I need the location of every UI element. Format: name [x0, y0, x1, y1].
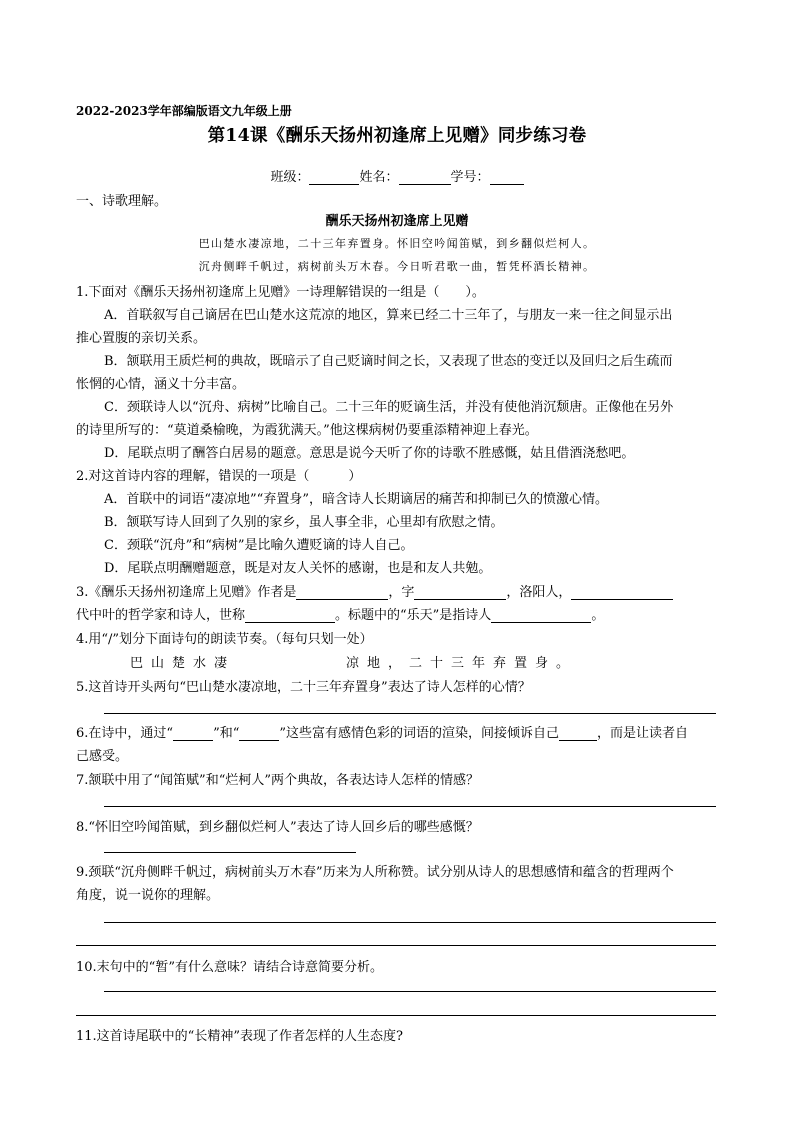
q2-option-c: C．颈联“沉舟”和“病树”是比喻久遭贬谪的诗人自己。	[104, 538, 414, 553]
question-8: 8.“怀旧空吟闻笛赋，到乡翻似烂柯人”表达了诗人回乡后的哪些感慨？	[76, 820, 479, 835]
q7-answer-line[interactable]	[104, 806, 716, 807]
q6-text-a: 6.在诗中，通过“	[76, 726, 174, 741]
question-11: 11.这首诗尾联中的“长精神”表现了作者怎样的人生态度?	[76, 1029, 403, 1044]
name-label: 姓名：	[359, 170, 399, 185]
class-label: 班级：	[270, 170, 310, 185]
q3-courtesy-name-blank[interactable]	[414, 585, 506, 600]
q2-option-b: B．颔联写诗人回到了久别的家乡，虽人事全非，心里却有欣慰之情。	[104, 515, 504, 530]
q5-answer-line[interactable]	[104, 713, 716, 714]
q10-answer-line-2[interactable]	[76, 1015, 716, 1016]
q3-text-d: 代中叶的哲学家和诗人，世称	[76, 608, 246, 623]
q1-option-a: A．首联叙写自己谪居在巴山楚水这荒凉的地区，算来已经二十三年了，与朋友一来一往之间显示出	[104, 308, 673, 323]
student-info-row	[0, 166, 794, 185]
q3-text-a: 3.《酬乐天扬州初逢席上见赠》作者是	[76, 585, 297, 600]
q3-letian-blank[interactable]	[491, 608, 591, 623]
poem-line-2: 沉舟侧畔千帆过，病树前头万木春。今日听君歌一曲，暂凭杯酒长精神。	[198, 260, 596, 273]
question-6-line-1	[76, 722, 688, 741]
poem-line-1: 巴山楚水凄凉地，二十三年弃置身。怀旧空吟闻笛赋，到乡翻似烂柯人。	[198, 237, 596, 250]
question-9-line-1: 9.颈联“沉舟侧畔千帆过，病树前头万木春”历来为人所称赞。试分别从诗人的思想感情和蕴含的哲理两个	[76, 865, 674, 880]
question-5: 5.这首诗开头两句“巴山楚水凄凉地，二十三年弃置身”表达了诗人怎样的心情？	[76, 680, 531, 695]
q4-verse-right[interactable]: 凉地，二十三年弃置身。	[346, 656, 578, 671]
id-label: 学号：	[450, 170, 490, 185]
question-1-stem: 1.下面对《酬乐天扬州初逢席上见赠》一诗理解错误的一组是（ ）。	[76, 285, 485, 300]
q3-text-e: 。标题中的“乐天”是指诗人	[335, 608, 492, 623]
q3-text-c: ，洛阳人，	[506, 585, 572, 600]
q3-author-blank[interactable]	[296, 585, 388, 600]
q3-title-blank[interactable]	[245, 608, 335, 623]
question-10: 10.末句中的“暂”有什么意味？请结合诗意简要分析。	[76, 960, 383, 975]
section-heading: 一、诗歌理解。	[76, 194, 168, 209]
q8-answer-line[interactable]	[104, 852, 356, 853]
class-field[interactable]	[309, 170, 359, 185]
q3-text-b: ，字	[388, 585, 415, 600]
page-title: 第14课《酬乐天扬州初逢席上见赠》同步练习卷	[207, 126, 587, 146]
q6-blank-2[interactable]	[239, 726, 279, 741]
student-id-field[interactable]	[490, 170, 524, 185]
q3-dynasty-blank[interactable]	[571, 585, 673, 600]
name-field[interactable]	[399, 170, 451, 185]
course-subtitle: 2022-2023学年部编版语文九年级上册	[76, 104, 292, 118]
q9-answer-line-2[interactable]	[76, 945, 716, 946]
q1-option-c: C．颈联诗人以“沉舟、病树”比喻自己。二十三年的贬谪生活，并没有使他消沉颓唐。正像他在另外	[104, 400, 674, 415]
q6-blank-1[interactable]	[173, 726, 213, 741]
q6-text-b: ”和“	[213, 726, 240, 741]
q2-option-a: A．首联中的词语“凄凉地”“弃置身”，暗含诗人长期谪居的痛苦和抑制已久的愤激心情。	[104, 492, 608, 507]
question-7: 7.颔联中用了“闻笛赋”和“烂柯人”两个典故，各表达诗人怎样的情感？	[76, 773, 479, 788]
q10-answer-line-1[interactable]	[104, 991, 716, 992]
q1-option-b: B．颔联用王质烂柯的典故，既暗示了自己贬谪时间之长，又表现了世态的变迁以及回归之后生疏而	[104, 354, 673, 369]
q3-text-f: 。	[591, 608, 605, 623]
question-2-stem: 2.对这首诗内容的理解，错误的一项是（ ）	[76, 469, 362, 484]
question-6-line-2: 己感受。	[76, 749, 129, 764]
question-3-line-2	[76, 604, 604, 623]
q9-answer-line-1[interactable]	[104, 922, 716, 923]
q2-option-d: D．尾联点明酬赠题意，既是对友人关怀的感谢，也是和友人共勉。	[104, 561, 492, 576]
q1-option-a-cont: 推心置腹的亲切关系。	[76, 331, 207, 346]
question-4-stem: 4.用“/”划分下面诗句的朗读节奏。（每句只划一处）	[76, 632, 373, 647]
q6-text-d: ，而是让读者自	[597, 726, 689, 741]
poem-title: 酬乐天扬州初逢席上见赠	[325, 214, 469, 229]
q6-blank-3[interactable]	[559, 726, 597, 741]
question-3-line-1	[76, 581, 673, 600]
q6-text-c: ”这些富有感情色彩的词语的渲染，间接倾诉自己	[279, 726, 560, 741]
q4-verse-left[interactable]: 巴山楚水凄	[130, 656, 236, 671]
q1-option-d: D．尾联点明了酬答白居易的题意。意思是说今天听了你的诗歌不胜感慨，姑且借酒浇愁吧。	[104, 446, 635, 461]
question-9-line-2: 角度，说一说你的理解。	[76, 888, 220, 903]
q1-option-c-cont: 的诗里所写的：“莫道桑榆晚，为霞犹满天。”他这棵病树仍要重添精神迎上春光。	[76, 423, 538, 438]
q1-option-b-cont: 怅惘的心情，涵义十分丰富。	[76, 377, 246, 392]
